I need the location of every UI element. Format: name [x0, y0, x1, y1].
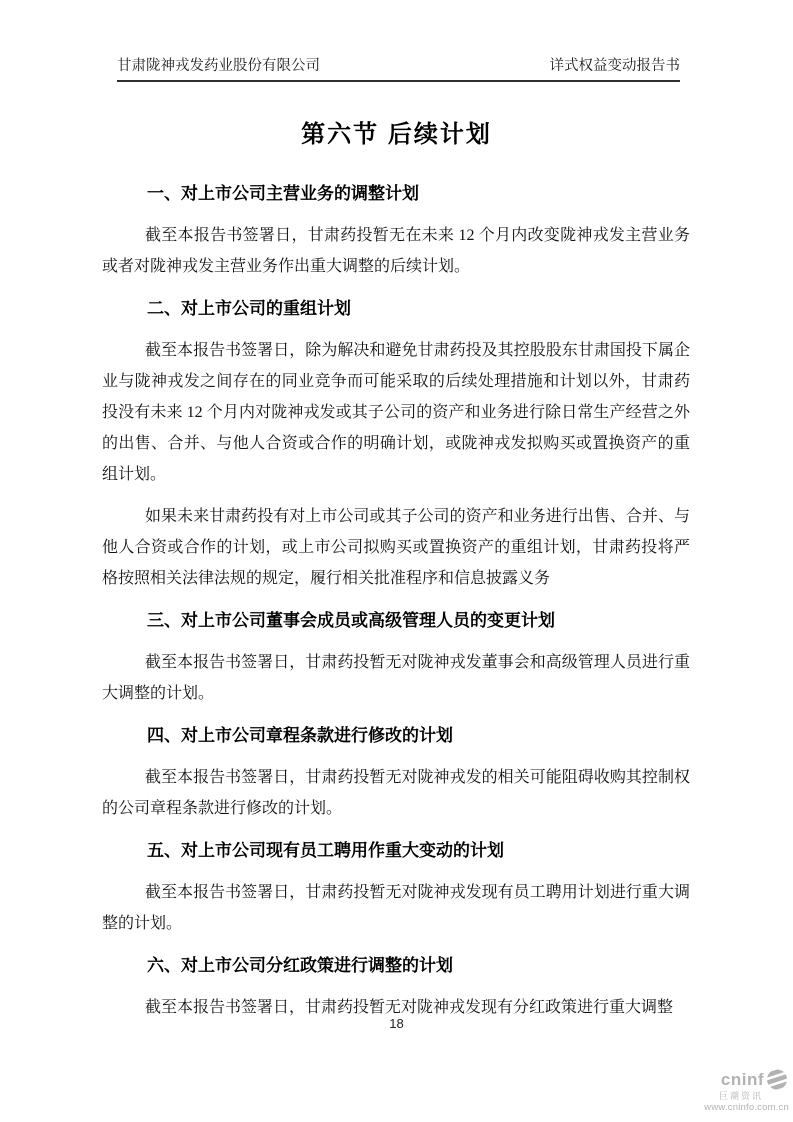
- section-paragraph: 截至本报告书签署日，除为解决和避免甘肃药投及其控股股东甘肃国投下属企业与陇神戎发之间存在的同业竞争而可能采取的后续处理措施和计划以外，甘肃药投没有未来 12 个月内对陇神戎发或其子公司的资产和业务进行除日常生产经营之外的出售、合并、与他人合资或合作的明确计划，或陇神戎发拟购买或置换资产的重组计划。: [102, 342, 690, 483]
- section-heading: 三、对上市公司董事会成员或高级管理人员的变更计划: [147, 611, 555, 630]
- cninfo-url: www.cninfo.com.cn: [704, 1101, 789, 1113]
- page-header: [117, 58, 680, 82]
- page-number: 18: [389, 1016, 404, 1031]
- report-section: [102, 178, 690, 282]
- page-title: 第六节 后续计划: [301, 121, 492, 148]
- header-doc-title: 详式权益变动报告书: [549, 58, 680, 74]
- section-heading: 六、对上市公司分红政策进行调整的计划: [147, 956, 453, 975]
- section-paragraph: 截至本报告书签署日，甘肃药投暂无对陇神戎发现有员工聘用计划进行重大调整的计划。: [102, 884, 690, 932]
- section-paragraph: 截至本报告书签署日，甘肃药投暂无对陇神戎发董事会和高级管理人员进行重大调整的计划。: [102, 654, 690, 702]
- section-heading: 四、对上市公司章程条款进行修改的计划: [147, 726, 453, 745]
- section-heading: 一、对上市公司主营业务的调整计划: [147, 184, 419, 203]
- header-company-name: 甘肃陇神戎发药业股份有限公司: [117, 58, 320, 74]
- report-section: [102, 605, 690, 709]
- section-paragraph: 截至本报告书签署日，甘肃药投暂无对陇神戎发的相关可能阻碍收购其控制权的公司章程条款进行修改的计划。: [102, 769, 690, 817]
- report-section: [102, 835, 690, 939]
- sections-container: [102, 178, 690, 1023]
- section-paragraph: 截至本报告书签署日，甘肃药投暂无对陇神戎发现有分红政策进行重大调整: [145, 999, 674, 1016]
- cninfo-chinese-name: 巨潮资讯: [718, 1090, 763, 1101]
- cninfo-brand-row: [704, 1069, 789, 1090]
- report-section: [102, 950, 690, 1023]
- section-heading: 五、对上市公司现有员工聘用作重大变动的计划: [147, 841, 504, 860]
- section-heading: 二、对上市公司的重组计划: [147, 299, 351, 318]
- cninfo-swirl-icon: [765, 1069, 789, 1090]
- report-section: [102, 293, 690, 594]
- section-paragraph: 如果未来甘肃药投有对上市公司或其子公司的资产和业务进行出售、合并、与他人合资或合作的计划，或上市公司拟购买或置换资产的重组计划，甘肃药投将严格按照相关法律法规的规定，履行相关批准程序和信息披露义务: [102, 508, 690, 587]
- section-paragraph: 截至本报告书签署日，甘肃药投暂无在未来 12 个月内改变陇神戎发主营业务或者对陇神戎发主营业务作出重大调整的后续计划。: [102, 227, 690, 275]
- report-section: [102, 720, 690, 824]
- cninfo-watermark: [704, 1069, 789, 1113]
- cninfo-brand-text: cninf: [720, 1069, 764, 1089]
